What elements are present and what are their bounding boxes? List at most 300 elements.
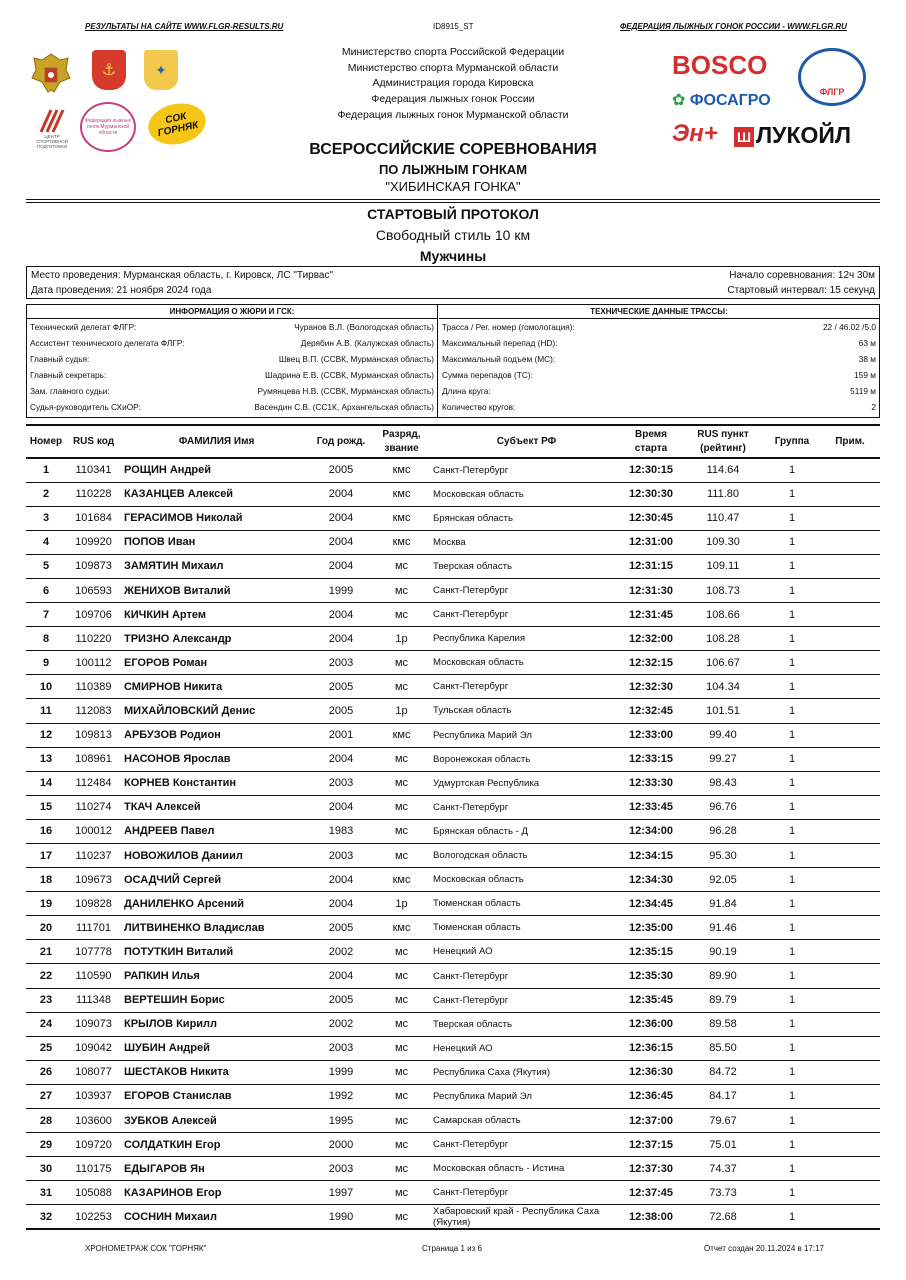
cell-number: 23	[26, 988, 66, 1012]
table-row	[26, 651, 880, 675]
table-row	[26, 1157, 880, 1181]
cell-year: 1990	[309, 1205, 373, 1229]
cell-region: Республика Саха (Якутия)	[430, 1060, 620, 1084]
organizer-line: Администрация города Кировска	[372, 77, 534, 90]
cell-region: Брянская область	[430, 506, 620, 530]
cell-name: НОВОЖИЛОВ Даниил	[121, 844, 309, 868]
cell-region: Удмуртская Республика	[430, 771, 620, 795]
cell-year: 2004	[309, 554, 373, 578]
organizer-line: Федерация лыжных гонок Мурманской области	[337, 108, 569, 121]
cell-number: 29	[26, 1133, 66, 1157]
cell-name: АРБУЗОВ Родион	[121, 723, 309, 747]
cell-region: Республика Марий Эл	[430, 723, 620, 747]
cell-rank: мс	[373, 651, 430, 675]
jury-row	[27, 367, 437, 383]
col-header-rank: Разряд, звание	[373, 425, 430, 458]
cell-points: 90.19	[682, 940, 764, 964]
protocol-block	[300, 204, 606, 267]
track-header: ТЕХНИЧЕСКИЕ ДАННЫЕ ТРАССЫ:	[439, 305, 879, 319]
cell-start: 12:36:15	[620, 1036, 682, 1060]
cell-group: 1	[764, 651, 820, 675]
cell-region: Воронежская область	[430, 747, 620, 771]
results-site-link[interactable]: РЕЗУЛЬТАТЫ НА САЙТЕ WWW.FLGR-RESULTS.RU	[85, 22, 284, 31]
jury-panel	[27, 305, 438, 417]
cell-year: 2005	[309, 458, 373, 482]
cell-number: 14	[26, 771, 66, 795]
cell-points: 89.58	[682, 1012, 764, 1036]
col-header-name: ФАМИЛИЯ Имя	[121, 425, 309, 458]
cell-rank: мс	[373, 747, 430, 771]
cell-start: 12:35:15	[620, 940, 682, 964]
start-list-table	[26, 424, 880, 1230]
cell-note	[820, 603, 880, 627]
cell-region: Брянская область - Д	[430, 819, 620, 843]
cell-group: 1	[764, 940, 820, 964]
cell-name: ОСАДЧИЙ Сергей	[121, 868, 309, 892]
cell-year: 1992	[309, 1084, 373, 1108]
cell-points: 91.46	[682, 916, 764, 940]
cell-year: 2004	[309, 892, 373, 916]
cell-rank: мс	[373, 1060, 430, 1084]
cell-points: 79.67	[682, 1109, 764, 1133]
table-row	[26, 916, 880, 940]
table-row	[26, 603, 880, 627]
discipline: Свободный стиль 10 км	[375, 227, 531, 243]
cell-points: 85.50	[682, 1036, 764, 1060]
jury-role: Ассистент технического делегата ФЛГР:	[30, 338, 185, 348]
track-value: 22 / 46.02 /5.0	[822, 322, 876, 332]
cell-group: 1	[764, 795, 820, 819]
jury-role: Главный судья:	[30, 354, 90, 364]
cell-note	[820, 482, 880, 506]
track-value: 38 м	[858, 354, 876, 364]
cell-name: КИЧКИН Артем	[121, 603, 309, 627]
cell-start: 12:34:45	[620, 892, 682, 916]
table-row	[26, 1012, 880, 1036]
cell-region: Республика Марий Эл	[430, 1084, 620, 1108]
cell-number: 22	[26, 964, 66, 988]
cell-region: Санкт-Петербург	[430, 964, 620, 988]
cell-region: Санкт-Петербург	[430, 1133, 620, 1157]
start-interval: Стартовый интервал: 15 секунд	[727, 285, 875, 296]
cell-note	[820, 627, 880, 651]
cell-start: 12:33:45	[620, 795, 682, 819]
cell-group: 1	[764, 675, 820, 699]
cell-start: 12:31:30	[620, 578, 682, 602]
cell-number: 31	[26, 1181, 66, 1205]
cell-year: 1999	[309, 578, 373, 602]
cell-rank: мс	[373, 964, 430, 988]
cell-note	[820, 868, 880, 892]
track-value: 2	[871, 402, 876, 412]
cell-rank: мс	[373, 1205, 430, 1229]
cell-name: ПОТУТКИН Виталий	[121, 940, 309, 964]
cell-group: 1	[764, 819, 820, 843]
cell-region	[430, 1205, 620, 1229]
cell-note	[820, 1133, 880, 1157]
cell-code: 109873	[66, 554, 121, 578]
cell-code: 110220	[66, 627, 121, 651]
track-label: Количество кругов:	[442, 402, 516, 412]
track-row	[439, 399, 879, 415]
cell-note	[820, 675, 880, 699]
federation-site-link[interactable]: ФЕДЕРАЦИЯ ЛЫЖНЫХ ГОНОК РОССИИ - WWW.FLGR.RU	[620, 22, 847, 31]
cell-code: 109073	[66, 1012, 121, 1036]
cell-year: 2005	[309, 699, 373, 723]
jury-name: Румянцева Н.В. (ССВК, Мурманская область)	[257, 386, 434, 396]
cell-group: 1	[764, 699, 820, 723]
cell-note	[820, 988, 880, 1012]
cell-code: 100012	[66, 819, 121, 843]
cell-number: 9	[26, 651, 66, 675]
jury-name: Швец В.П. (ССВК, Мурманская область)	[278, 354, 434, 364]
cell-code: 103937	[66, 1084, 121, 1108]
cell-rank: мс	[373, 554, 430, 578]
cell-group: 1	[764, 458, 820, 482]
cell-start: 12:33:00	[620, 723, 682, 747]
cell-number: 16	[26, 819, 66, 843]
organizers-block	[300, 45, 606, 124]
cell-year: 2003	[309, 1157, 373, 1181]
cell-number: 20	[26, 916, 66, 940]
cell-name: ШЕСТАКОВ Никита	[121, 1060, 309, 1084]
cell-group: 1	[764, 1084, 820, 1108]
table-row	[26, 868, 880, 892]
cell-code: 109813	[66, 723, 121, 747]
cell-note	[820, 1157, 880, 1181]
murmansk-ski-federation-logo	[80, 102, 136, 152]
cell-year: 2004	[309, 482, 373, 506]
cell-note	[820, 892, 880, 916]
cell-year: 2005	[309, 988, 373, 1012]
cell-rank: мс	[373, 578, 430, 602]
jury-name: Дерябин А.В. (Калужская область)	[300, 338, 434, 348]
cell-group: 1	[764, 988, 820, 1012]
jury-name: Чуранов В.Л. (Вологодская область)	[294, 322, 434, 332]
cell-points: 99.40	[682, 723, 764, 747]
jury-row	[27, 399, 437, 415]
cell-name: СОСНИН Михаил	[121, 1205, 309, 1229]
cell-number: 27	[26, 1084, 66, 1108]
cell-name: ЗУБКОВ Алексей	[121, 1109, 309, 1133]
cell-year: 2005	[309, 916, 373, 940]
cell-start: 12:35:00	[620, 916, 682, 940]
jury-row	[27, 335, 437, 351]
cell-start: 12:30:30	[620, 482, 682, 506]
cell-name: ДАНИЛЕНКО Арсений	[121, 892, 309, 916]
cell-code: 112083	[66, 699, 121, 723]
cell-note	[820, 1036, 880, 1060]
cell-code: 109673	[66, 868, 121, 892]
cell-name: ГЕРАСИМОВ Николай	[121, 506, 309, 530]
cell-number: 8	[26, 627, 66, 651]
cell-group: 1	[764, 1109, 820, 1133]
cell-note	[820, 771, 880, 795]
cell-note	[820, 458, 880, 482]
cell-year: 2002	[309, 940, 373, 964]
sport-training-center-logo	[28, 102, 76, 152]
cell-rank: 1р	[373, 699, 430, 723]
cell-region-text: Хабаровский край - Республика Саха (Якутия)	[433, 1205, 600, 1228]
event-name: "ХИБИНСКАЯ ГОНКА"	[385, 179, 521, 194]
cell-points: 109.30	[682, 530, 764, 554]
cell-code: 111348	[66, 988, 121, 1012]
cell-region: Вологодская область	[430, 844, 620, 868]
timing-credit: ХРОНОМЕТРАЖ СОК "ГОРНЯК"	[85, 1244, 207, 1253]
cell-rank: кмс	[373, 506, 430, 530]
cell-year: 2003	[309, 844, 373, 868]
cell-group: 1	[764, 723, 820, 747]
cell-start: 12:32:15	[620, 651, 682, 675]
cell-year: 2004	[309, 964, 373, 988]
cell-start: 12:32:00	[620, 627, 682, 651]
cell-start: 12:32:45	[620, 699, 682, 723]
jury-row	[27, 383, 437, 399]
cell-rank: мс	[373, 675, 430, 699]
cell-note	[820, 795, 880, 819]
cell-note	[820, 747, 880, 771]
cell-rank: мс	[373, 771, 430, 795]
cell-name: МИХАЙЛОВСКИЙ Денис	[121, 699, 309, 723]
jury-row	[27, 351, 437, 367]
table-row	[26, 530, 880, 554]
cell-name: ТКАЧ Алексей	[121, 795, 309, 819]
cell-note	[820, 964, 880, 988]
jury-name: Шадрина Е.В. (ССВК, Мурманская область)	[265, 370, 434, 380]
table-row	[26, 675, 880, 699]
cell-start: 12:35:30	[620, 964, 682, 988]
cell-start: 12:36:30	[620, 1060, 682, 1084]
cell-name: ВЕРТЕШИН Борис	[121, 988, 309, 1012]
cell-points: 84.17	[682, 1084, 764, 1108]
table-row	[26, 1109, 880, 1133]
cell-note	[820, 699, 880, 723]
table-row	[26, 747, 880, 771]
track-label: Трасса / Рег. номер (гомологация):	[442, 322, 575, 332]
cell-start: 12:37:30	[620, 1157, 682, 1181]
sponsor-logos	[668, 46, 878, 156]
csp-logo-text: ЦЕНТР СПОРТИВНОЙ ПОДГОТОВКИ	[36, 133, 68, 149]
table-row	[26, 578, 880, 602]
cell-number: 10	[26, 675, 66, 699]
cell-year: 2004	[309, 627, 373, 651]
table-row	[26, 627, 880, 651]
cell-code: 108077	[66, 1060, 121, 1084]
cell-region: Тверская область	[430, 554, 620, 578]
cell-points: 108.66	[682, 603, 764, 627]
cell-number: 26	[26, 1060, 66, 1084]
cell-year: 1983	[309, 819, 373, 843]
cell-name: ЛИТВИНЕНКО Владислав	[121, 916, 309, 940]
cell-code: 110228	[66, 482, 121, 506]
table-row	[26, 940, 880, 964]
cell-group: 1	[764, 892, 820, 916]
track-label: Максимальный перепад (HD):	[442, 338, 558, 348]
murmansk-region-shield-icon: ⚓	[92, 50, 126, 90]
cell-name: ПОПОВ Иван	[121, 530, 309, 554]
cell-start: 12:34:30	[620, 868, 682, 892]
col-header-group: Группа	[764, 425, 820, 458]
cell-note	[820, 554, 880, 578]
cell-name: ШУБИН Андрей	[121, 1036, 309, 1060]
cell-number: 21	[26, 940, 66, 964]
cell-group: 1	[764, 1181, 820, 1205]
cell-start: 12:31:45	[620, 603, 682, 627]
event-subtitle: ПО ЛЫЖНЫМ ГОНКАМ	[378, 162, 528, 177]
table-row	[26, 1181, 880, 1205]
cell-code: 101684	[66, 506, 121, 530]
cell-number: 24	[26, 1012, 66, 1036]
cell-name: РАПКИН Илья	[121, 964, 309, 988]
col-header-year: Год рожд.	[309, 425, 373, 458]
cell-rank: мс	[373, 603, 430, 627]
cell-start: 12:38:00	[620, 1205, 682, 1229]
event-date: Дата проведения: 21 ноября 2024 года	[31, 285, 212, 296]
track-value: 63 м	[858, 338, 876, 348]
organizer-line: Министерство спорта Мурманской области	[347, 61, 559, 74]
cell-group: 1	[764, 1012, 820, 1036]
cell-region: Ненецкий АО	[430, 1036, 620, 1060]
cell-region: Санкт-Петербург	[430, 988, 620, 1012]
cell-number: 3	[26, 506, 66, 530]
cell-points: 92.05	[682, 868, 764, 892]
cell-points: 108.28	[682, 627, 764, 651]
cell-code: 109042	[66, 1036, 121, 1060]
cell-start: 12:37:15	[620, 1133, 682, 1157]
cell-note	[820, 916, 880, 940]
cell-name: КАЗАНЦЕВ Алексей	[121, 482, 309, 506]
cell-rank: мс	[373, 1012, 430, 1036]
track-label: Максимальный подъем (MC):	[442, 354, 556, 364]
event-title: ВСЕРОССИЙСКИЕ СОРЕВНОВАНИЯ	[309, 141, 597, 158]
start-time: Начало соревнования: 12ч 30м	[729, 270, 875, 281]
cell-group: 1	[764, 603, 820, 627]
cell-year: 2004	[309, 795, 373, 819]
cell-group: 1	[764, 554, 820, 578]
gornyak-logo-text: СОК ГОРНЯК	[156, 111, 200, 140]
cell-rank: кмс	[373, 868, 430, 892]
cell-rank: мс	[373, 1109, 430, 1133]
cell-note	[820, 723, 880, 747]
cell-note	[820, 1012, 880, 1036]
cell-group: 1	[764, 1036, 820, 1060]
cell-region: Тюменская область	[430, 916, 620, 940]
table-row	[26, 506, 880, 530]
cell-year: 2004	[309, 603, 373, 627]
cell-number: 11	[26, 699, 66, 723]
cell-region: Санкт-Петербург	[430, 603, 620, 627]
col-header-points: RUS пункт (рейтинг)	[682, 425, 764, 458]
cell-note	[820, 1060, 880, 1084]
cell-code: 110389	[66, 675, 121, 699]
protocol-title: СТАРТОВЫЙ ПРОТОКОЛ	[367, 206, 539, 222]
table-row	[26, 795, 880, 819]
cell-group: 1	[764, 482, 820, 506]
cell-number: 30	[26, 1157, 66, 1181]
cell-rank: мс	[373, 1181, 430, 1205]
category: Мужчины	[419, 248, 487, 264]
cell-rank: кмс	[373, 482, 430, 506]
info-box	[26, 304, 880, 418]
cell-start: 12:32:30	[620, 675, 682, 699]
cell-number: 17	[26, 844, 66, 868]
cell-start: 12:30:15	[620, 458, 682, 482]
cell-region: Москва	[430, 530, 620, 554]
table-row	[26, 892, 880, 916]
cell-name: ТРИЗНО Александр	[121, 627, 309, 651]
table-row	[26, 819, 880, 843]
table-body	[26, 458, 880, 1229]
cell-start: 12:34:15	[620, 844, 682, 868]
cell-note	[820, 530, 880, 554]
cell-points: 104.34	[682, 675, 764, 699]
col-header-number: Номер	[26, 425, 66, 458]
cell-number: 25	[26, 1036, 66, 1060]
cell-name: КРЫЛОВ Кирилл	[121, 1012, 309, 1036]
cell-code: 109920	[66, 530, 121, 554]
left-logos	[28, 46, 218, 156]
kirovsk-shield-icon: ✦	[144, 50, 178, 90]
jury-name: Васендин С.В. (СС1К, Архангельская область)	[254, 402, 434, 412]
cell-start: 12:36:00	[620, 1012, 682, 1036]
cell-code: 110590	[66, 964, 121, 988]
divider	[26, 202, 880, 203]
cell-start: 12:35:45	[620, 988, 682, 1012]
divider	[26, 199, 880, 200]
cell-group: 1	[764, 578, 820, 602]
cell-points: 108.73	[682, 578, 764, 602]
cell-year: 2004	[309, 506, 373, 530]
cell-rank: кмс	[373, 916, 430, 940]
cell-rank: мс	[373, 1084, 430, 1108]
cell-group: 1	[764, 747, 820, 771]
cell-region: Тульская область	[430, 699, 620, 723]
cell-year: 2003	[309, 771, 373, 795]
cell-year: 1995	[309, 1109, 373, 1133]
cell-year: 2004	[309, 868, 373, 892]
cell-code: 110175	[66, 1157, 121, 1181]
track-panel	[439, 305, 879, 417]
cell-points: 101.51	[682, 699, 764, 723]
cell-name: НАСОНОВ Ярослав	[121, 747, 309, 771]
cell-name: ЕДЫГАРОВ Ян	[121, 1157, 309, 1181]
cell-points: 95.30	[682, 844, 764, 868]
top-row	[0, 22, 906, 36]
cell-points: 96.76	[682, 795, 764, 819]
cell-name: КОРНЕВ Константин	[121, 771, 309, 795]
cell-code: 109720	[66, 1133, 121, 1157]
event-title-block	[300, 140, 606, 195]
cell-name: ЗАМЯТИН Михаил	[121, 554, 309, 578]
cell-points: 84.72	[682, 1060, 764, 1084]
venue-box	[26, 266, 880, 299]
table-row	[26, 1036, 880, 1060]
cell-points: 74.37	[682, 1157, 764, 1181]
venue-place: Место проведения: Мурманская область, г. Кировск, ЛС "Тирвас"	[31, 270, 334, 281]
cell-points: 106.67	[682, 651, 764, 675]
cell-group: 1	[764, 530, 820, 554]
cell-name: СОЛДАТКИН Егор	[121, 1133, 309, 1157]
cell-region: Республика Карелия	[430, 627, 620, 651]
cell-region: Санкт-Петербург	[430, 458, 620, 482]
cell-name: ЖЕНИХОВ Виталий	[121, 578, 309, 602]
cell-number: 18	[26, 868, 66, 892]
cell-note	[820, 1109, 880, 1133]
track-label: Длина круга:	[442, 386, 491, 396]
page-number: Страница 1 из 6	[422, 1244, 482, 1253]
cell-note	[820, 819, 880, 843]
cell-start: 12:33:30	[620, 771, 682, 795]
